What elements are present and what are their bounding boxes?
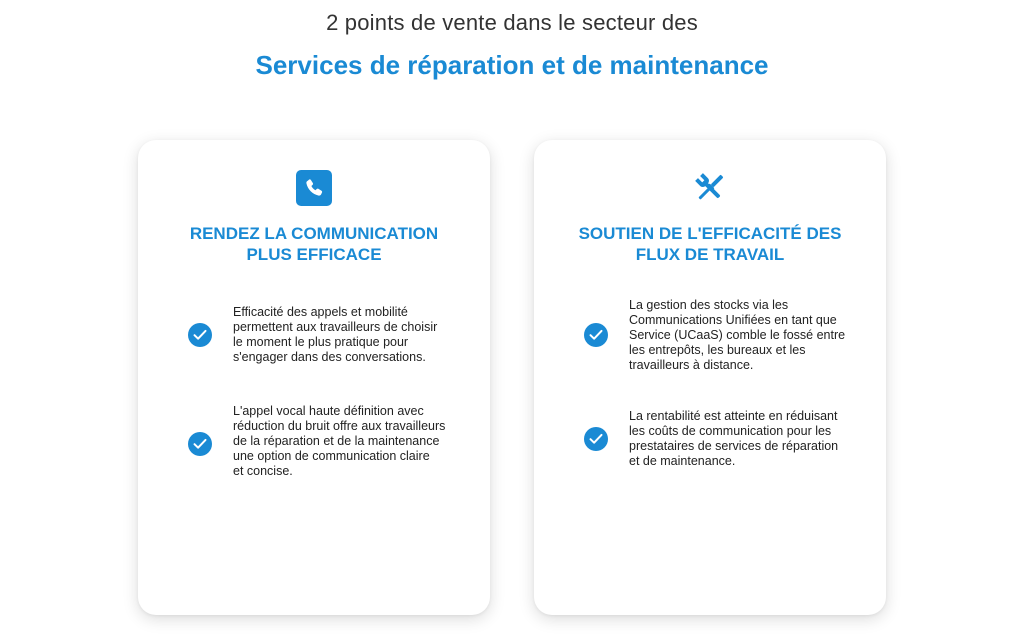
card-communication	[138, 140, 490, 615]
page-subtitle: 2 points de vente dans le secteur des	[326, 10, 698, 35]
card-heading-line: SOUTIEN DE L'EFFICACITÉ DES	[578, 224, 842, 243]
page-title: Services de réparation et de maintenance	[255, 50, 769, 80]
point-text-line: et de maintenance.	[629, 454, 736, 468]
point-text-line: de la réparation et de la maintenance	[233, 434, 440, 448]
point-text	[629, 409, 874, 469]
point-text	[233, 404, 478, 479]
card-heading	[158, 223, 470, 265]
point-text-line: La gestion des stocks via les	[629, 298, 789, 312]
point-text-line: Service (UCaaS) comble le fossé entre	[629, 328, 846, 342]
check-circle-icon	[584, 323, 608, 347]
point-text-line: permettent aux travailleurs de choisir	[233, 320, 438, 334]
point-text	[233, 305, 478, 365]
point-text-line: travailleurs à distance.	[629, 358, 754, 372]
card-heading	[554, 223, 866, 265]
check-circle-icon	[584, 427, 608, 451]
point-text	[629, 298, 874, 373]
tools-icon	[692, 170, 728, 206]
point-text-line: le moment le plus pratique pour	[233, 335, 409, 349]
point-text-line: Efficacité des appels et mobilité	[233, 305, 408, 319]
point-text-line: La rentabilité est atteinte en réduisant	[629, 409, 838, 423]
check-circle-icon	[188, 432, 212, 456]
point-text-line: s'engager dans des conversations.	[233, 350, 426, 364]
point-text-line: une option de communication claire	[233, 449, 430, 463]
point-text-line: les entrepôts, les bureaux et les	[629, 343, 806, 357]
point-text-line: Communications Unifiées en tant que	[629, 313, 837, 327]
card-heading-line: RENDEZ LA COMMUNICATION	[189, 224, 439, 243]
card-heading-line: PLUS EFFICACE	[246, 245, 382, 264]
check-circle-icon	[188, 323, 212, 347]
point-text-line: et concise.	[233, 464, 293, 478]
point-text-line: L'appel vocal haute définition avec	[233, 404, 424, 418]
phone-icon	[296, 170, 332, 206]
point-text-line: réduction du bruit offre aux travailleurs	[233, 419, 446, 433]
card-workflow	[534, 140, 886, 615]
point-text-line: prestataires de services de réparation	[629, 439, 839, 453]
point-text-line: les coûts de communication pour les	[629, 424, 832, 438]
card-heading-line: FLUX DE TRAVAIL	[635, 245, 785, 264]
